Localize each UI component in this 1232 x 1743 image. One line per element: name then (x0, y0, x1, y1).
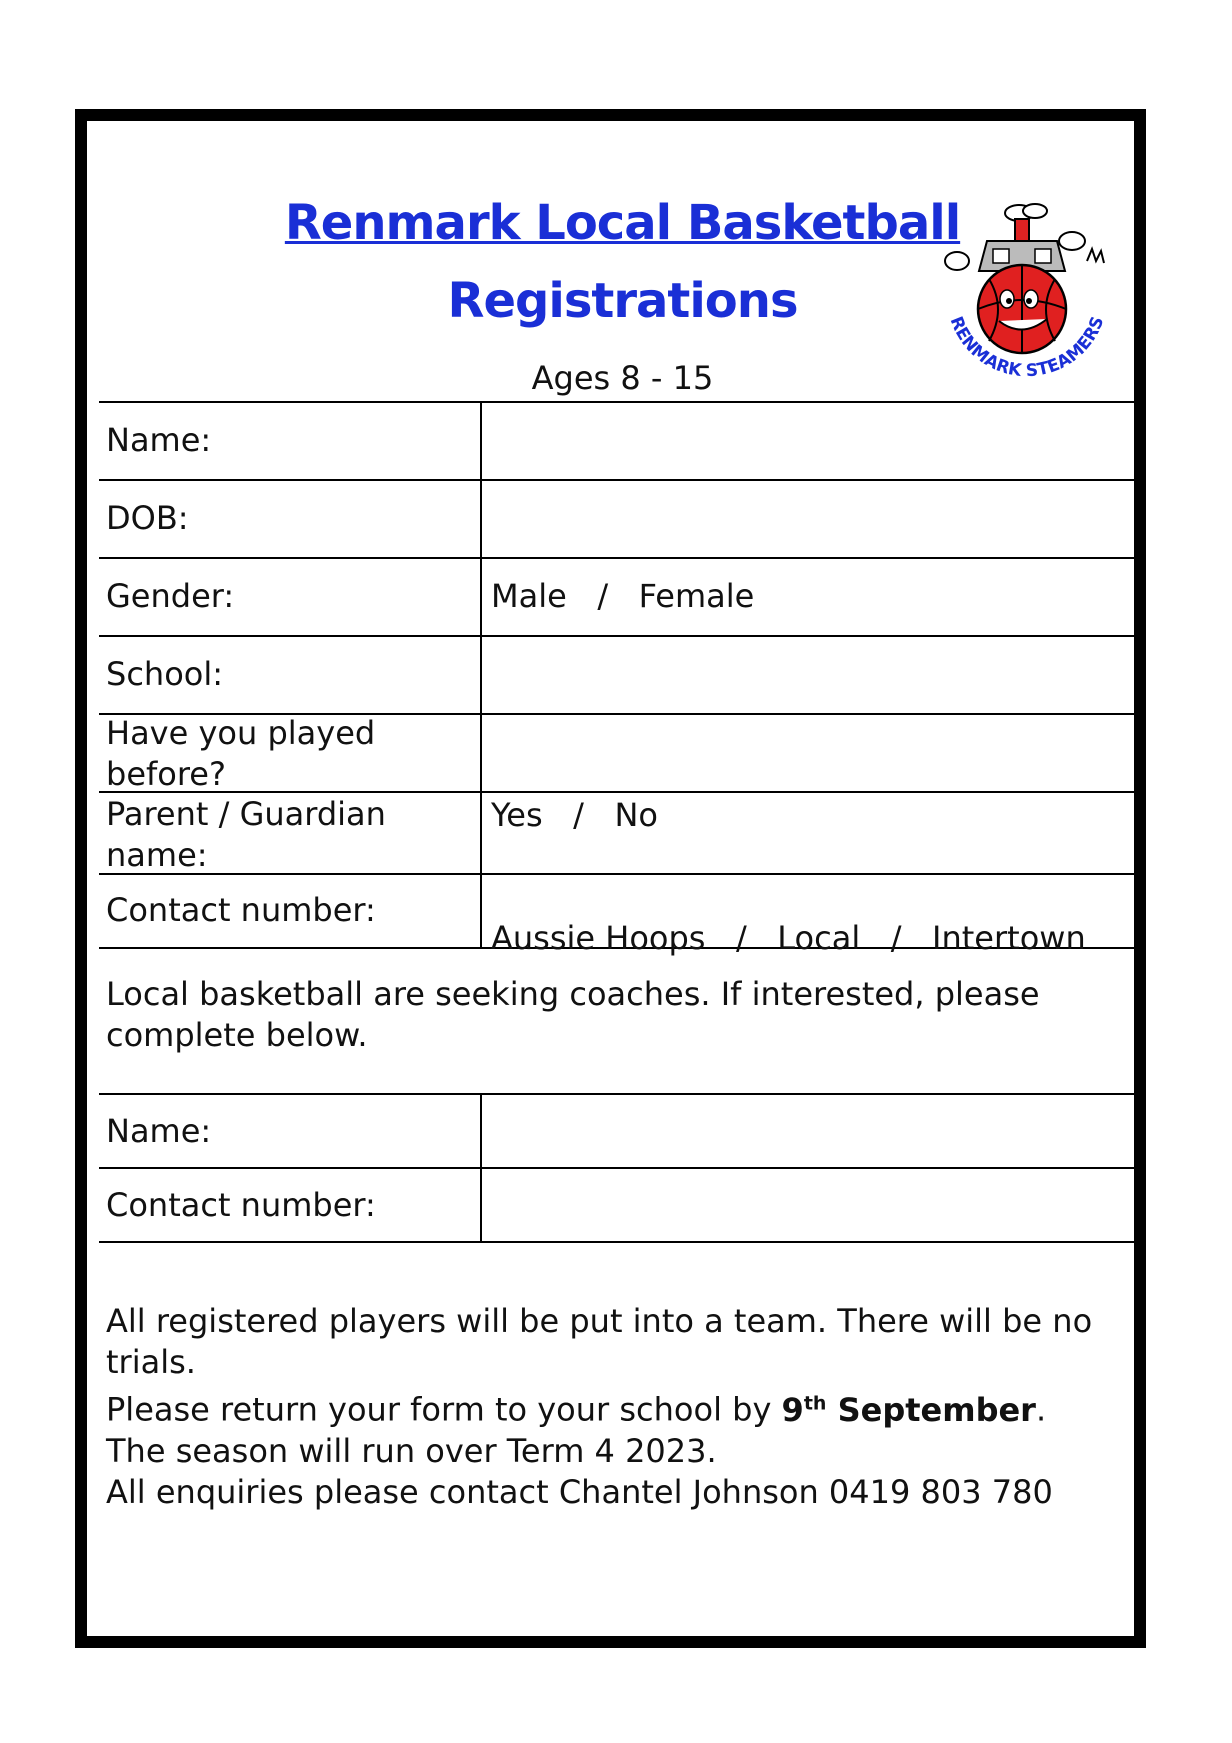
renmark-steamers-logo (927, 201, 1127, 401)
column-divider (480, 1093, 482, 1243)
played-before-label-line1: Have you played (106, 714, 376, 752)
table-rule (99, 635, 1146, 637)
return-notice (106, 1383, 1136, 1431)
name-label: Name: (106, 421, 212, 459)
season-notice: The season will run over Term 4 2023. (106, 1431, 717, 1470)
played-before-label-line2: before? (106, 755, 226, 793)
enquiries-notice: All enquiries please contact Chantel Johnson 0419 803 780 (106, 1472, 1053, 1511)
gender-options[interactable]: Male / Female (491, 577, 755, 615)
form-title: Renmark Local Basketball (284, 195, 961, 251)
return-date (782, 1391, 1036, 1429)
table-rule (99, 1167, 1146, 1169)
form-subtitle: Registrations (447, 273, 798, 329)
contact-number-field[interactable] (491, 890, 1131, 931)
coach-name-label: Name: (106, 1112, 212, 1150)
table-rule (99, 557, 1146, 559)
school-label: School: (106, 655, 224, 693)
coach-contact-label: Contact number: (106, 1186, 376, 1224)
return-date-day: 9 (781, 1390, 804, 1429)
table-rule (99, 1093, 1146, 1095)
name-field[interactable] (491, 420, 1131, 461)
table-rule (99, 401, 1146, 403)
age-range: Ages 8 - 15 (531, 359, 714, 397)
contact-number-label: Contact number: (106, 891, 376, 929)
return-date-suffix: th (803, 1392, 827, 1414)
column-divider (480, 401, 482, 949)
coach-notice: Local basketball are seeking coaches. If interested, please complete below. (106, 975, 1040, 1054)
parent-guardian-label (106, 794, 386, 876)
dob-label: DOB: (106, 499, 189, 537)
return-date-month: September (826, 1390, 1036, 1429)
return-notice-text: Please return your form to your school by (106, 1390, 782, 1429)
parent-guardian-field[interactable] (491, 814, 1131, 855)
registration-form (75, 109, 1146, 1648)
logo-text: RENMARK STEAMERS (945, 313, 1109, 382)
table-rule (99, 479, 1146, 481)
dob-field[interactable] (491, 498, 1131, 539)
table-rule (99, 1241, 1146, 1243)
coach-contact-field[interactable] (491, 1185, 1131, 1226)
team-notice: All registered players will be put into a team. There will be no trials. (106, 1302, 1093, 1381)
parent-guardian-label-line1: Parent / Guardian (106, 795, 386, 833)
school-field[interactable] (491, 654, 1131, 695)
yes-no-options[interactable]: Yes / No (491, 796, 658, 834)
footer-notes (106, 1301, 1136, 1513)
played-before-label (106, 713, 375, 795)
return-notice-end: . (1035, 1390, 1047, 1429)
coach-name-field[interactable] (491, 1111, 1131, 1152)
parent-guardian-label-line2: name: (106, 836, 208, 874)
gender-label: Gender: (106, 577, 235, 615)
competition-options[interactable]: Aussie Hoops / Local / Intertown (491, 919, 1086, 957)
